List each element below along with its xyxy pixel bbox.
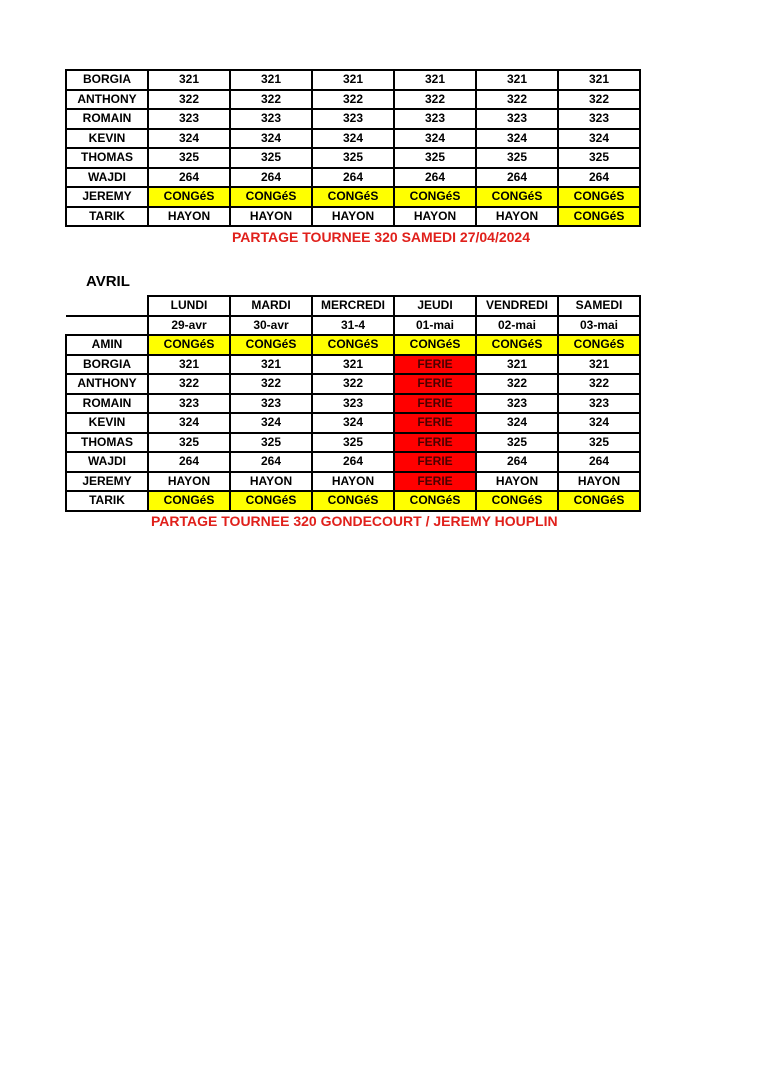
header-cell: MERCREDI — [312, 296, 394, 316]
schedule-cell: 325 — [312, 433, 394, 453]
employee-name: ANTHONY — [66, 90, 148, 110]
schedule-cell: CONGéS — [312, 491, 394, 511]
schedule-cell: CONGéS — [230, 491, 312, 511]
table-row — [66, 207, 640, 227]
schedule-cell: 321 — [312, 70, 394, 90]
schedule-cell: 324 — [558, 129, 640, 149]
schedule-cell: 325 — [394, 148, 476, 168]
schedule-cell: CONGéS — [558, 187, 640, 207]
schedule-cell: 325 — [230, 433, 312, 453]
header-cell: 01-mai — [394, 316, 476, 336]
schedule-cell: CONGéS — [148, 491, 230, 511]
corner-blank — [66, 316, 148, 336]
schedule-cell: 322 — [230, 90, 312, 110]
table-row — [66, 433, 640, 453]
schedule-cell: FERIE — [394, 394, 476, 414]
table-row — [66, 491, 640, 511]
header-cell: 30-avr — [230, 316, 312, 336]
schedule-cell: 264 — [230, 452, 312, 472]
schedule-cell: HAYON — [394, 207, 476, 227]
table-row — [66, 70, 640, 90]
schedule-cell: FERIE — [394, 413, 476, 433]
schedule-cell: 324 — [476, 413, 558, 433]
schedule-cell: 264 — [312, 452, 394, 472]
employee-name: JEREMY — [66, 472, 148, 492]
schedule-cell: 324 — [230, 413, 312, 433]
header-cell: LUNDI — [148, 296, 230, 316]
schedule-cell: HAYON — [148, 207, 230, 227]
schedule-cell: 325 — [558, 148, 640, 168]
schedule-cell: 322 — [558, 90, 640, 110]
schedule-cell: 322 — [558, 374, 640, 394]
schedule-cell: FERIE — [394, 374, 476, 394]
employee-name: THOMAS — [66, 433, 148, 453]
schedule-cell: 322 — [312, 90, 394, 110]
schedule-cell: 323 — [558, 394, 640, 414]
schedule-cell: 323 — [312, 394, 394, 414]
schedule-cell: HAYON — [312, 472, 394, 492]
employee-name: THOMAS — [66, 148, 148, 168]
schedule-cell: 324 — [148, 129, 230, 149]
table-row — [66, 90, 640, 110]
schedule-cell: CONGéS — [476, 187, 558, 207]
schedule-cell: 322 — [312, 374, 394, 394]
schedule-table-1 — [65, 69, 641, 227]
schedule-cell: HAYON — [312, 207, 394, 227]
schedule-cell: 264 — [558, 452, 640, 472]
header-cell: 29-avr — [148, 316, 230, 336]
schedule-cell: 325 — [148, 433, 230, 453]
schedule-cell: HAYON — [230, 472, 312, 492]
corner-blank — [66, 296, 148, 316]
schedule-cell: CONGéS — [476, 335, 558, 355]
schedule-cell: 264 — [394, 168, 476, 188]
schedule-cell: 324 — [230, 129, 312, 149]
schedule-cell: HAYON — [476, 472, 558, 492]
schedule-cell: 321 — [312, 355, 394, 375]
header-cell: JEUDI — [394, 296, 476, 316]
schedule-cell: 321 — [558, 70, 640, 90]
schedule-cell: 264 — [558, 168, 640, 188]
table-row — [66, 472, 640, 492]
schedule-cell: 325 — [230, 148, 312, 168]
employee-name: ROMAIN — [66, 394, 148, 414]
schedule-cell: 323 — [476, 109, 558, 129]
schedule-cell: CONGéS — [558, 207, 640, 227]
schedule-cell: 325 — [148, 148, 230, 168]
table-row — [66, 296, 640, 316]
table-row — [66, 355, 640, 375]
schedule-cell: 264 — [148, 168, 230, 188]
employee-name: ROMAIN — [66, 109, 148, 129]
header-cell: 02-mai — [476, 316, 558, 336]
schedule-cell: 321 — [148, 355, 230, 375]
schedule-cell: 324 — [394, 129, 476, 149]
schedule-cell: 321 — [558, 355, 640, 375]
schedule-cell: FERIE — [394, 452, 476, 472]
schedule-cell: 264 — [148, 452, 230, 472]
table-row — [66, 452, 640, 472]
schedule-cell: CONGéS — [558, 335, 640, 355]
table-row — [66, 148, 640, 168]
employee-name: AMIN — [66, 335, 148, 355]
schedule-cell: FERIE — [394, 355, 476, 375]
header-cell: VENDREDI — [476, 296, 558, 316]
schedule-cell: 322 — [230, 374, 312, 394]
schedule-cell: FERIE — [394, 472, 476, 492]
employee-name: TARIK — [66, 491, 148, 511]
employee-name: BORGIA — [66, 355, 148, 375]
schedule-cell: 324 — [312, 413, 394, 433]
schedule-cell: 323 — [230, 109, 312, 129]
schedule-cell: 325 — [476, 148, 558, 168]
header-cell: 31-4 — [312, 316, 394, 336]
schedule-cell: 324 — [148, 413, 230, 433]
header-cell: MARDI — [230, 296, 312, 316]
schedule-cell: 264 — [476, 452, 558, 472]
schedule-cell: CONGéS — [230, 187, 312, 207]
employee-name: KEVIN — [66, 413, 148, 433]
schedule-cell: 325 — [476, 433, 558, 453]
schedule-cell: 323 — [148, 109, 230, 129]
schedule-cell: 323 — [558, 109, 640, 129]
schedule-cell: 321 — [476, 70, 558, 90]
schedule-cell: 322 — [476, 374, 558, 394]
schedule-cell: 321 — [394, 70, 476, 90]
schedule-cell: 264 — [476, 168, 558, 188]
schedule-cell: 322 — [476, 90, 558, 110]
employee-name: ANTHONY — [66, 374, 148, 394]
table-row — [66, 129, 640, 149]
caption-tournee-gondecourt: PARTAGE TOURNEE 320 GONDECOURT / JEREMY HOUPLIN — [151, 513, 558, 529]
table-row — [66, 109, 640, 129]
month-label: AVRIL — [86, 273, 130, 290]
schedule-cell: 264 — [312, 168, 394, 188]
schedule-cell: HAYON — [558, 472, 640, 492]
header-cell: 03-mai — [558, 316, 640, 336]
schedule-cell: 323 — [394, 109, 476, 129]
schedule-cell: 322 — [394, 90, 476, 110]
schedule-cell: HAYON — [476, 207, 558, 227]
table-row — [66, 168, 640, 188]
schedule-cell: CONGéS — [312, 335, 394, 355]
schedule-table-2 — [65, 295, 641, 512]
schedule-cell: 321 — [230, 70, 312, 90]
employee-name: WAJDI — [66, 168, 148, 188]
schedule-cell: 322 — [148, 374, 230, 394]
employee-name: KEVIN — [66, 129, 148, 149]
schedule-cell: CONGéS — [230, 335, 312, 355]
table-row — [66, 394, 640, 414]
schedule-cell: 321 — [148, 70, 230, 90]
schedule-cell: CONGéS — [394, 491, 476, 511]
employee-name: BORGIA — [66, 70, 148, 90]
employee-name: JEREMY — [66, 187, 148, 207]
schedule-cell: CONGéS — [394, 187, 476, 207]
schedule-cell: 321 — [230, 355, 312, 375]
schedule-cell: FERIE — [394, 433, 476, 453]
schedule-cell: 323 — [230, 394, 312, 414]
employee-name: TARIK — [66, 207, 148, 227]
schedule-cell: 323 — [312, 109, 394, 129]
table-row — [66, 374, 640, 394]
employee-name: WAJDI — [66, 452, 148, 472]
table-row — [66, 335, 640, 355]
table-row — [66, 413, 640, 433]
schedule-cell: CONGéS — [394, 335, 476, 355]
schedule-cell: HAYON — [148, 472, 230, 492]
schedule-cell: CONGéS — [148, 335, 230, 355]
table-row — [66, 316, 640, 336]
schedule-cell: CONGéS — [148, 187, 230, 207]
schedule-cell: 323 — [148, 394, 230, 414]
schedule-cell: CONGéS — [558, 491, 640, 511]
schedule-cell: 324 — [558, 413, 640, 433]
schedule-cell: 325 — [312, 148, 394, 168]
caption-tournee-samedi: PARTAGE TOURNEE 320 SAMEDI 27/04/2024 — [232, 229, 530, 245]
schedule-cell: 324 — [476, 129, 558, 149]
schedule-cell: 323 — [476, 394, 558, 414]
schedule-cell: CONGéS — [476, 491, 558, 511]
schedule-cell: 325 — [558, 433, 640, 453]
schedule-cell: CONGéS — [312, 187, 394, 207]
schedule-cell: 324 — [312, 129, 394, 149]
schedule-cell: HAYON — [230, 207, 312, 227]
schedule-cell: 321 — [476, 355, 558, 375]
table-row — [66, 187, 640, 207]
schedule-cell: 322 — [148, 90, 230, 110]
header-cell: SAMEDI — [558, 296, 640, 316]
schedule-cell: 264 — [230, 168, 312, 188]
